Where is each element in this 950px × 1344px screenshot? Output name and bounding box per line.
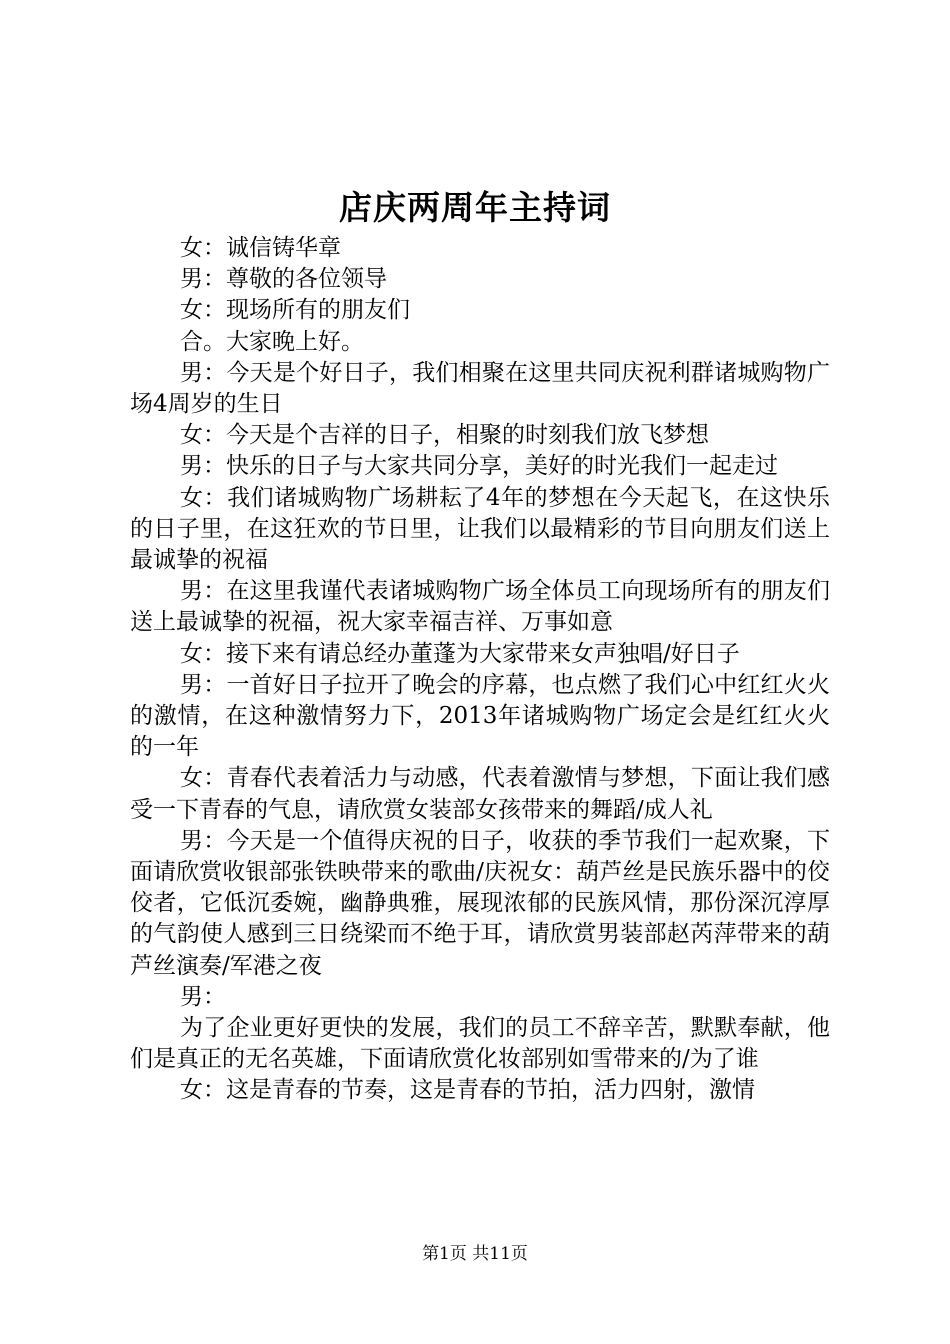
paragraph: 男：一首好日子拉开了晚会的序幕，也点燃了我们心中红红火火的激情，在这种激情努力下，2013年诸城购物广场定会是红红火火的一年 [130, 671, 830, 761]
paragraph: 男：在这里我谨代表诸城购物广场全体员工向现场所有的朋友们送上最诚挚的祝福，祝大家幸福吉祥、万事如意 [130, 578, 830, 636]
paragraph: 女：青春代表着活力与动感，代表着激情与梦想，下面让我们感受一下青春的气息，请欣赏女装部女孩带来的舞蹈/成人礼 [130, 765, 830, 823]
paragraph: 男：尊敬的各位领导 [180, 266, 387, 293]
paragraph: 男：今天是一个值得庆祝的日子，收获的季节我们一起欢聚，下面请欣赏收银部张铁映带来的歌曲/庆祝女：葫芦丝是民族乐器中的佼佼者，它低沉委婉，幽静典雅，展现浓郁的民族风情，那份深沉淳厚的气韵使人感到三日绕梁而不绝于耳，请欣赏男装部赵芮萍带来的葫芦丝演奏/军港之夜 [130, 827, 830, 979]
paragraph: 女：现场所有的朋友们 [180, 297, 410, 324]
paragraph: 男：快乐的日子与大家共同分享，美好的时光我们一起走过 [180, 453, 778, 480]
paragraph: 男：今天是个好日子，我们相聚在这里共同庆祝利群诸城购物广场4周岁的生日 [130, 359, 830, 418]
document-body [130, 233, 830, 1107]
paragraph: 女：这是青春的节奏，这是青春的节拍，活力四射，激情 [180, 1077, 755, 1104]
paragraph: 女：今天是个吉祥的日子，相聚的时刻我们放飞梦想 [180, 422, 709, 449]
paragraph: 女：接下来有请总经办董蓬为大家带来女声独唱/好日子 [180, 640, 740, 667]
paragraph: 为了企业更好更快的发展，我们的员工不辞辛苦，默默奉献，他们是真正的无名英雄，下面请欣赏化妆部别如雪带来的/为了谁 [130, 1015, 830, 1073]
document-title: 店庆两周年主持词 [339, 188, 611, 227]
paragraph: 男： [180, 983, 226, 1010]
paragraph: 女：诚信铸华章 [180, 235, 341, 261]
paragraph: 合。大家晚上好。 [180, 328, 364, 355]
page-footer: 第1页 共11页 [422, 1244, 528, 1264]
paragraph: 女：我们诸城购物广场耕耘了4年的梦想在今天起飞，在这快乐的日子里，在这狂欢的节日里，让我们以最精彩的节目向朋友们送上最诚挚的祝福 [130, 484, 830, 574]
